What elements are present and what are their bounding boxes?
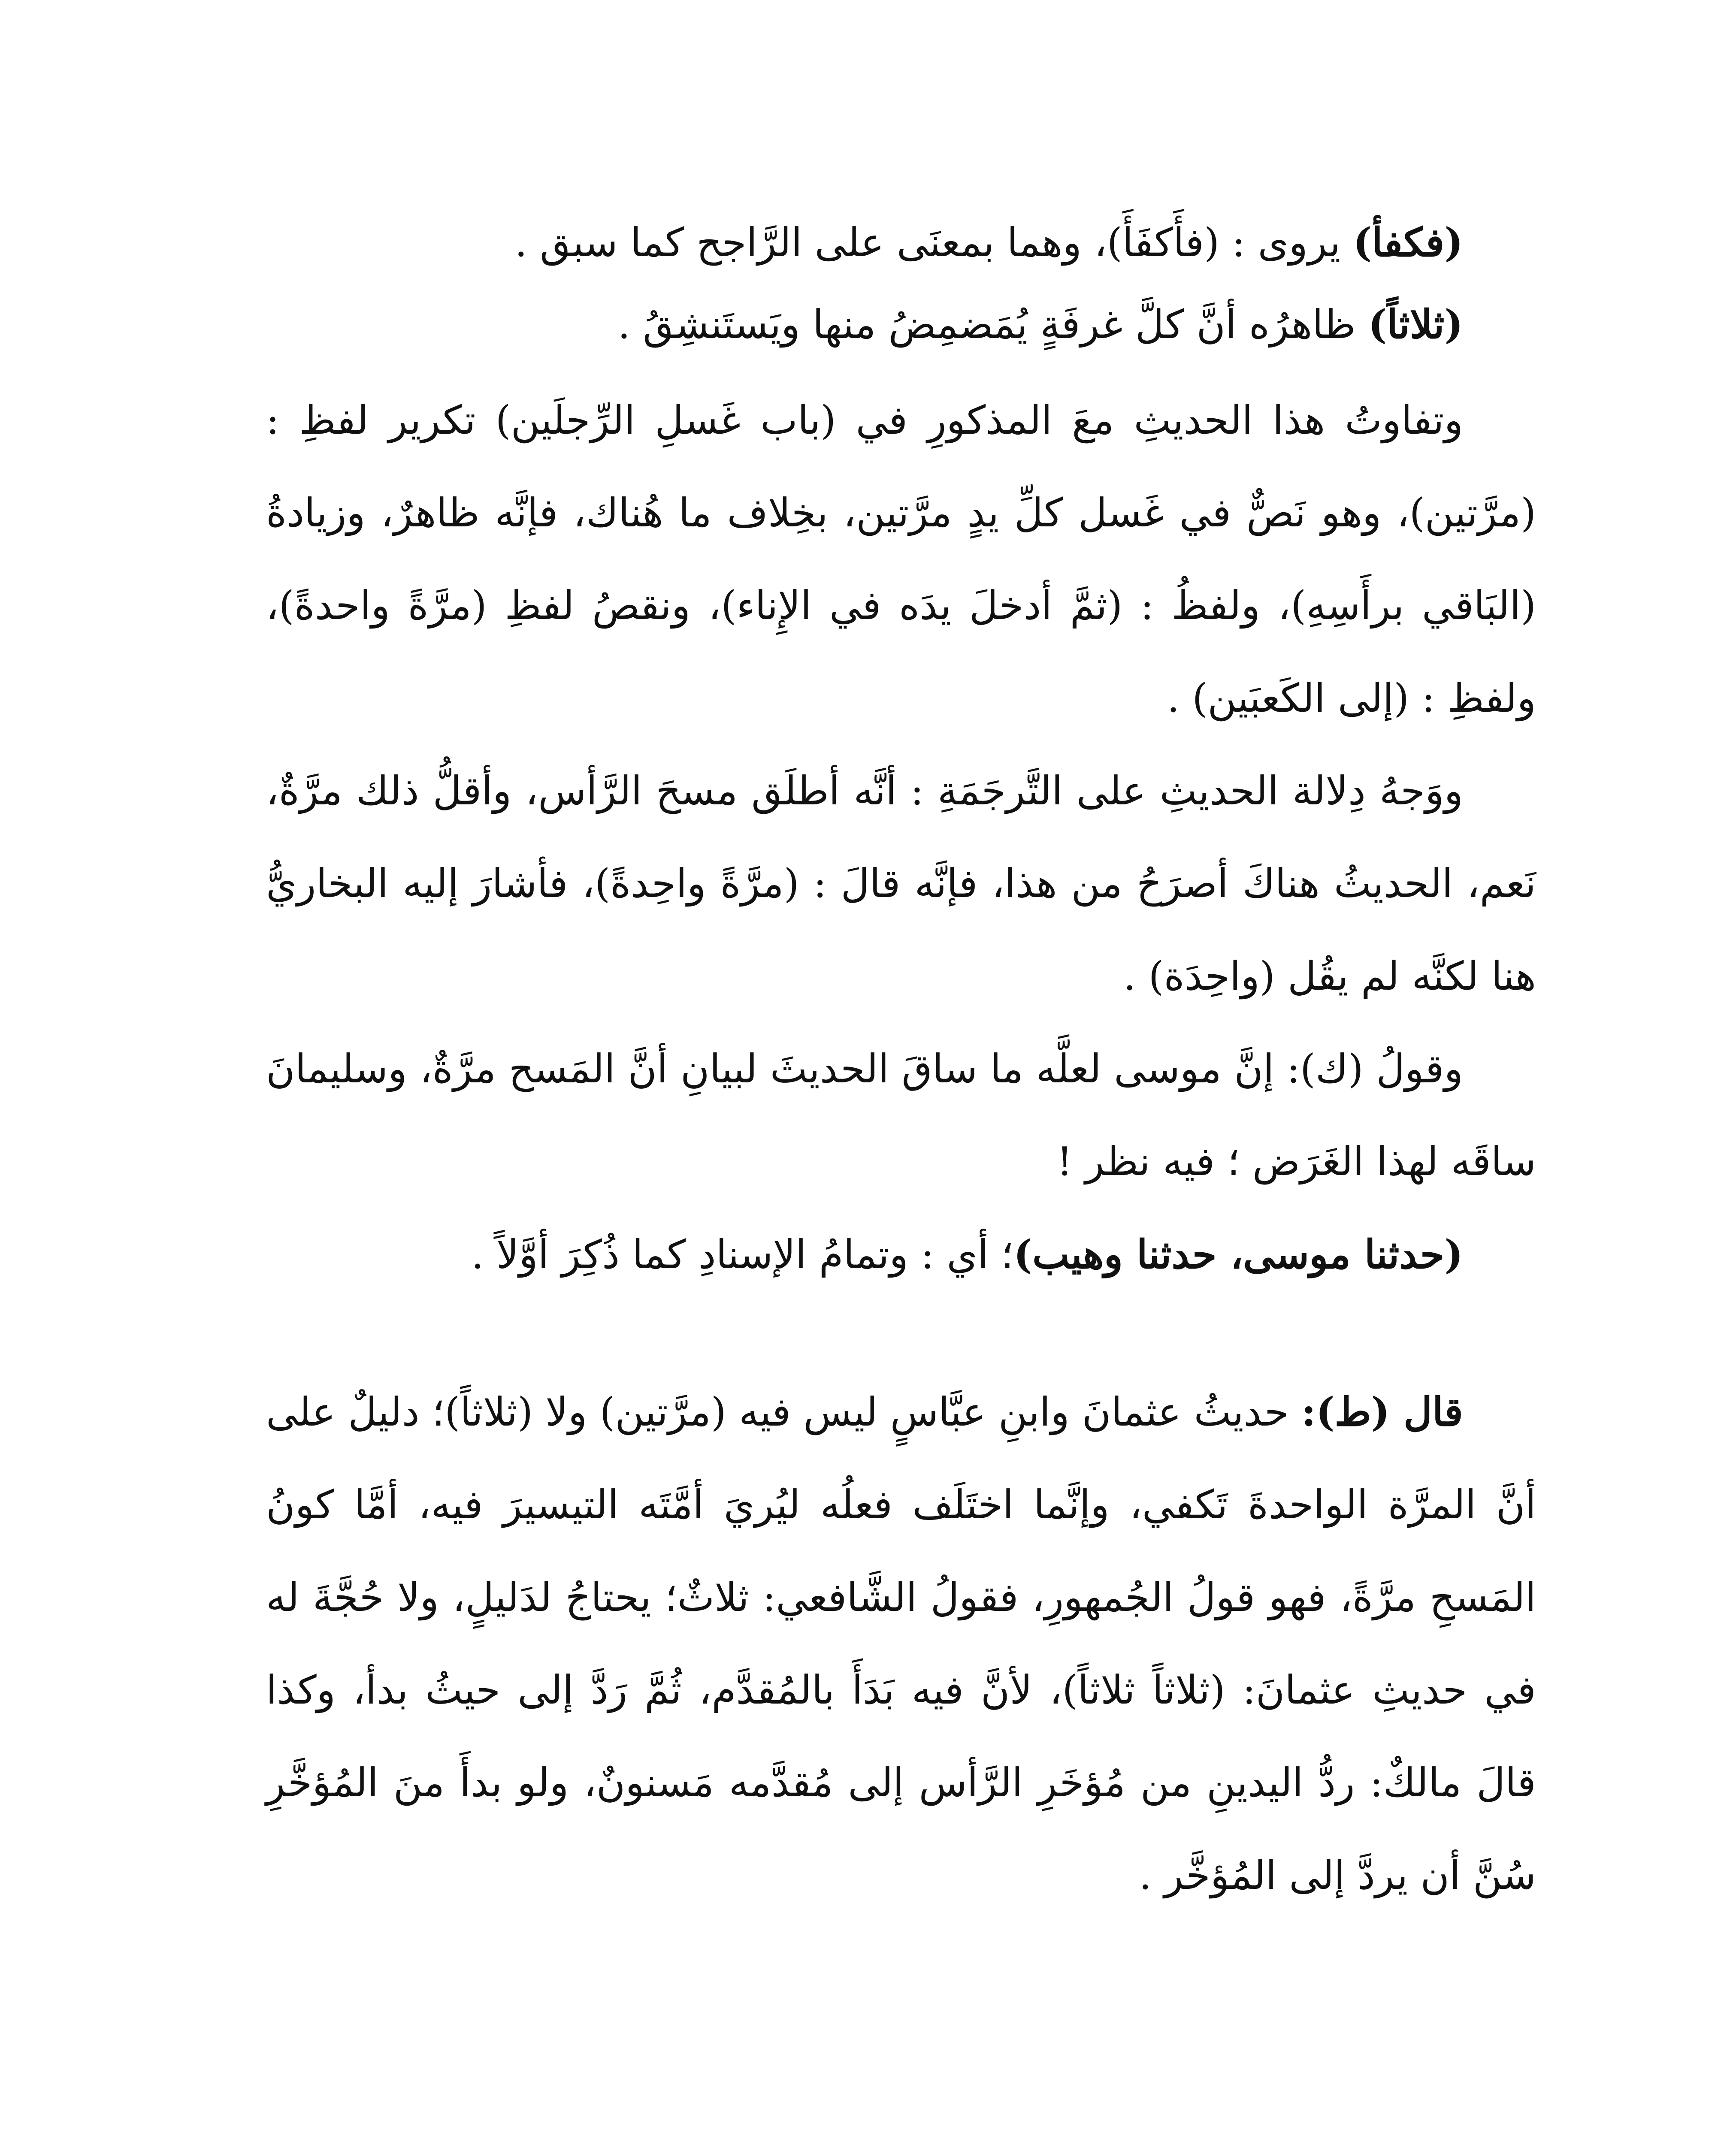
paragraph-haddathana (266, 1208, 1536, 1301)
paragraph-text: ووَجهُ دِلالة الحديثِ على التَّرجَمَةِ : أنَّه أطلَق مسحَ الرَّأس، وأقلُّ ذلك مرَّةٌ، نَعم، الحديثُ هناكَ أصرَحُ من هذا، فإنَّه قالَ : (مرَّةً واحِدةً)، فأشارَ إليه البخاريُّ هنا لكنَّه لم يقُل (واحِدَة) . (266, 768, 1536, 999)
term-haddathana: (حدثنا موسى، حدثنا وهيب) (1013, 1231, 1463, 1278)
term-fakafa: (فكفأ) (1353, 219, 1463, 266)
paragraph-text: وقولُ (ك): إنَّ موسى لعلَّه ما ساقَ الحديثَ لبيانِ أنَّ المَسح مرَّةٌ، وسليمانَ ساقَه لهذا الغَرَض ؛ فيه نظر ! (266, 1046, 1536, 1184)
paragraph-text: ظاهرُه أنَّ كلَّ غرفَةٍ يُمَضمِضُ منها ويَستَنشِقُ . (617, 302, 1368, 347)
page-body (266, 202, 1536, 1922)
paragraph-text: وتفاوتُ هذا الحديثِ معَ المذكورِ في (باب غَسلِ الرِّجلَين) تكرير لفظِ : (مرَّتين)، وهو نَصٌّ في غَسل كلِّ يدٍ مرَّتين، بخِلاف ما هُناك، فإنَّه ظاهرٌ، وزيادةُ (البَاقي برأَسِهِ)، ولفظُ : (ثمَّ أدخلَ يدَه في الإِناء)، ونقصُ لفظِ (مرَّةً واحدةً)، ولفظِ : (إلى الكَعبَين) . (266, 397, 1536, 721)
paragraph-qal-ta (266, 1366, 1536, 1922)
paragraph-tafawut (266, 374, 1536, 745)
term-thalathan: (ثلاثاً) (1368, 301, 1463, 347)
paragraph-fakafa (266, 202, 1536, 284)
paragraph-thalathan (266, 284, 1536, 366)
paragraph-wajh-dilala (266, 745, 1536, 1023)
opening-lines (266, 202, 1536, 366)
paragraph-text: حديثُ عثمانَ وابنِ عبَّاسٍ ليس فيه (مرَّتين) ولا (ثلاثاً)؛ دليلٌ على أنَّ المرَّة الواحدةَ تَكفي، وإنَّما اختَلَف فعلُه ليُريَ أمَّتَه التيسيرَ فيه، أمَّا كونُ المَسحِ مرَّةً، فهو قولُ الجُمهورِ، فقولُ الشَّافعي: ثلاثٌ؛ يحتاجُ لدَليلٍ، ولا حُجَّةَ له في حديثِ عثمانَ: (ثلاثاً ثلاثاً)، لأنَّ فيه بَدَأَ بالمُقدَّم، ثُمَّ رَدَّ إلى حيثُ بدأ، وكذا قالَ مالكٌ: ردُّ اليدينِ من مُؤخَرِ الرَّأس إلى مُقدَّمه مَسنونٌ، ولو بدأَ منَ المُؤخَّرِ سُنَّ أن يردَّ إلى المُؤخَّر . (266, 1389, 1536, 1898)
paragraph-text: يروى : (فأَكفَأَ)، وهما بمعنَى على الرَّاجح كما سبق . (514, 220, 1353, 266)
paragraph-text: ؛ أي : وتمامُ الإسنادِ كما ذُكِرَ أوَّلاً . (471, 1232, 1014, 1278)
paragraph-qawl-kaf (266, 1023, 1536, 1208)
term-qal-ta: قال (ط): (1301, 1389, 1463, 1435)
